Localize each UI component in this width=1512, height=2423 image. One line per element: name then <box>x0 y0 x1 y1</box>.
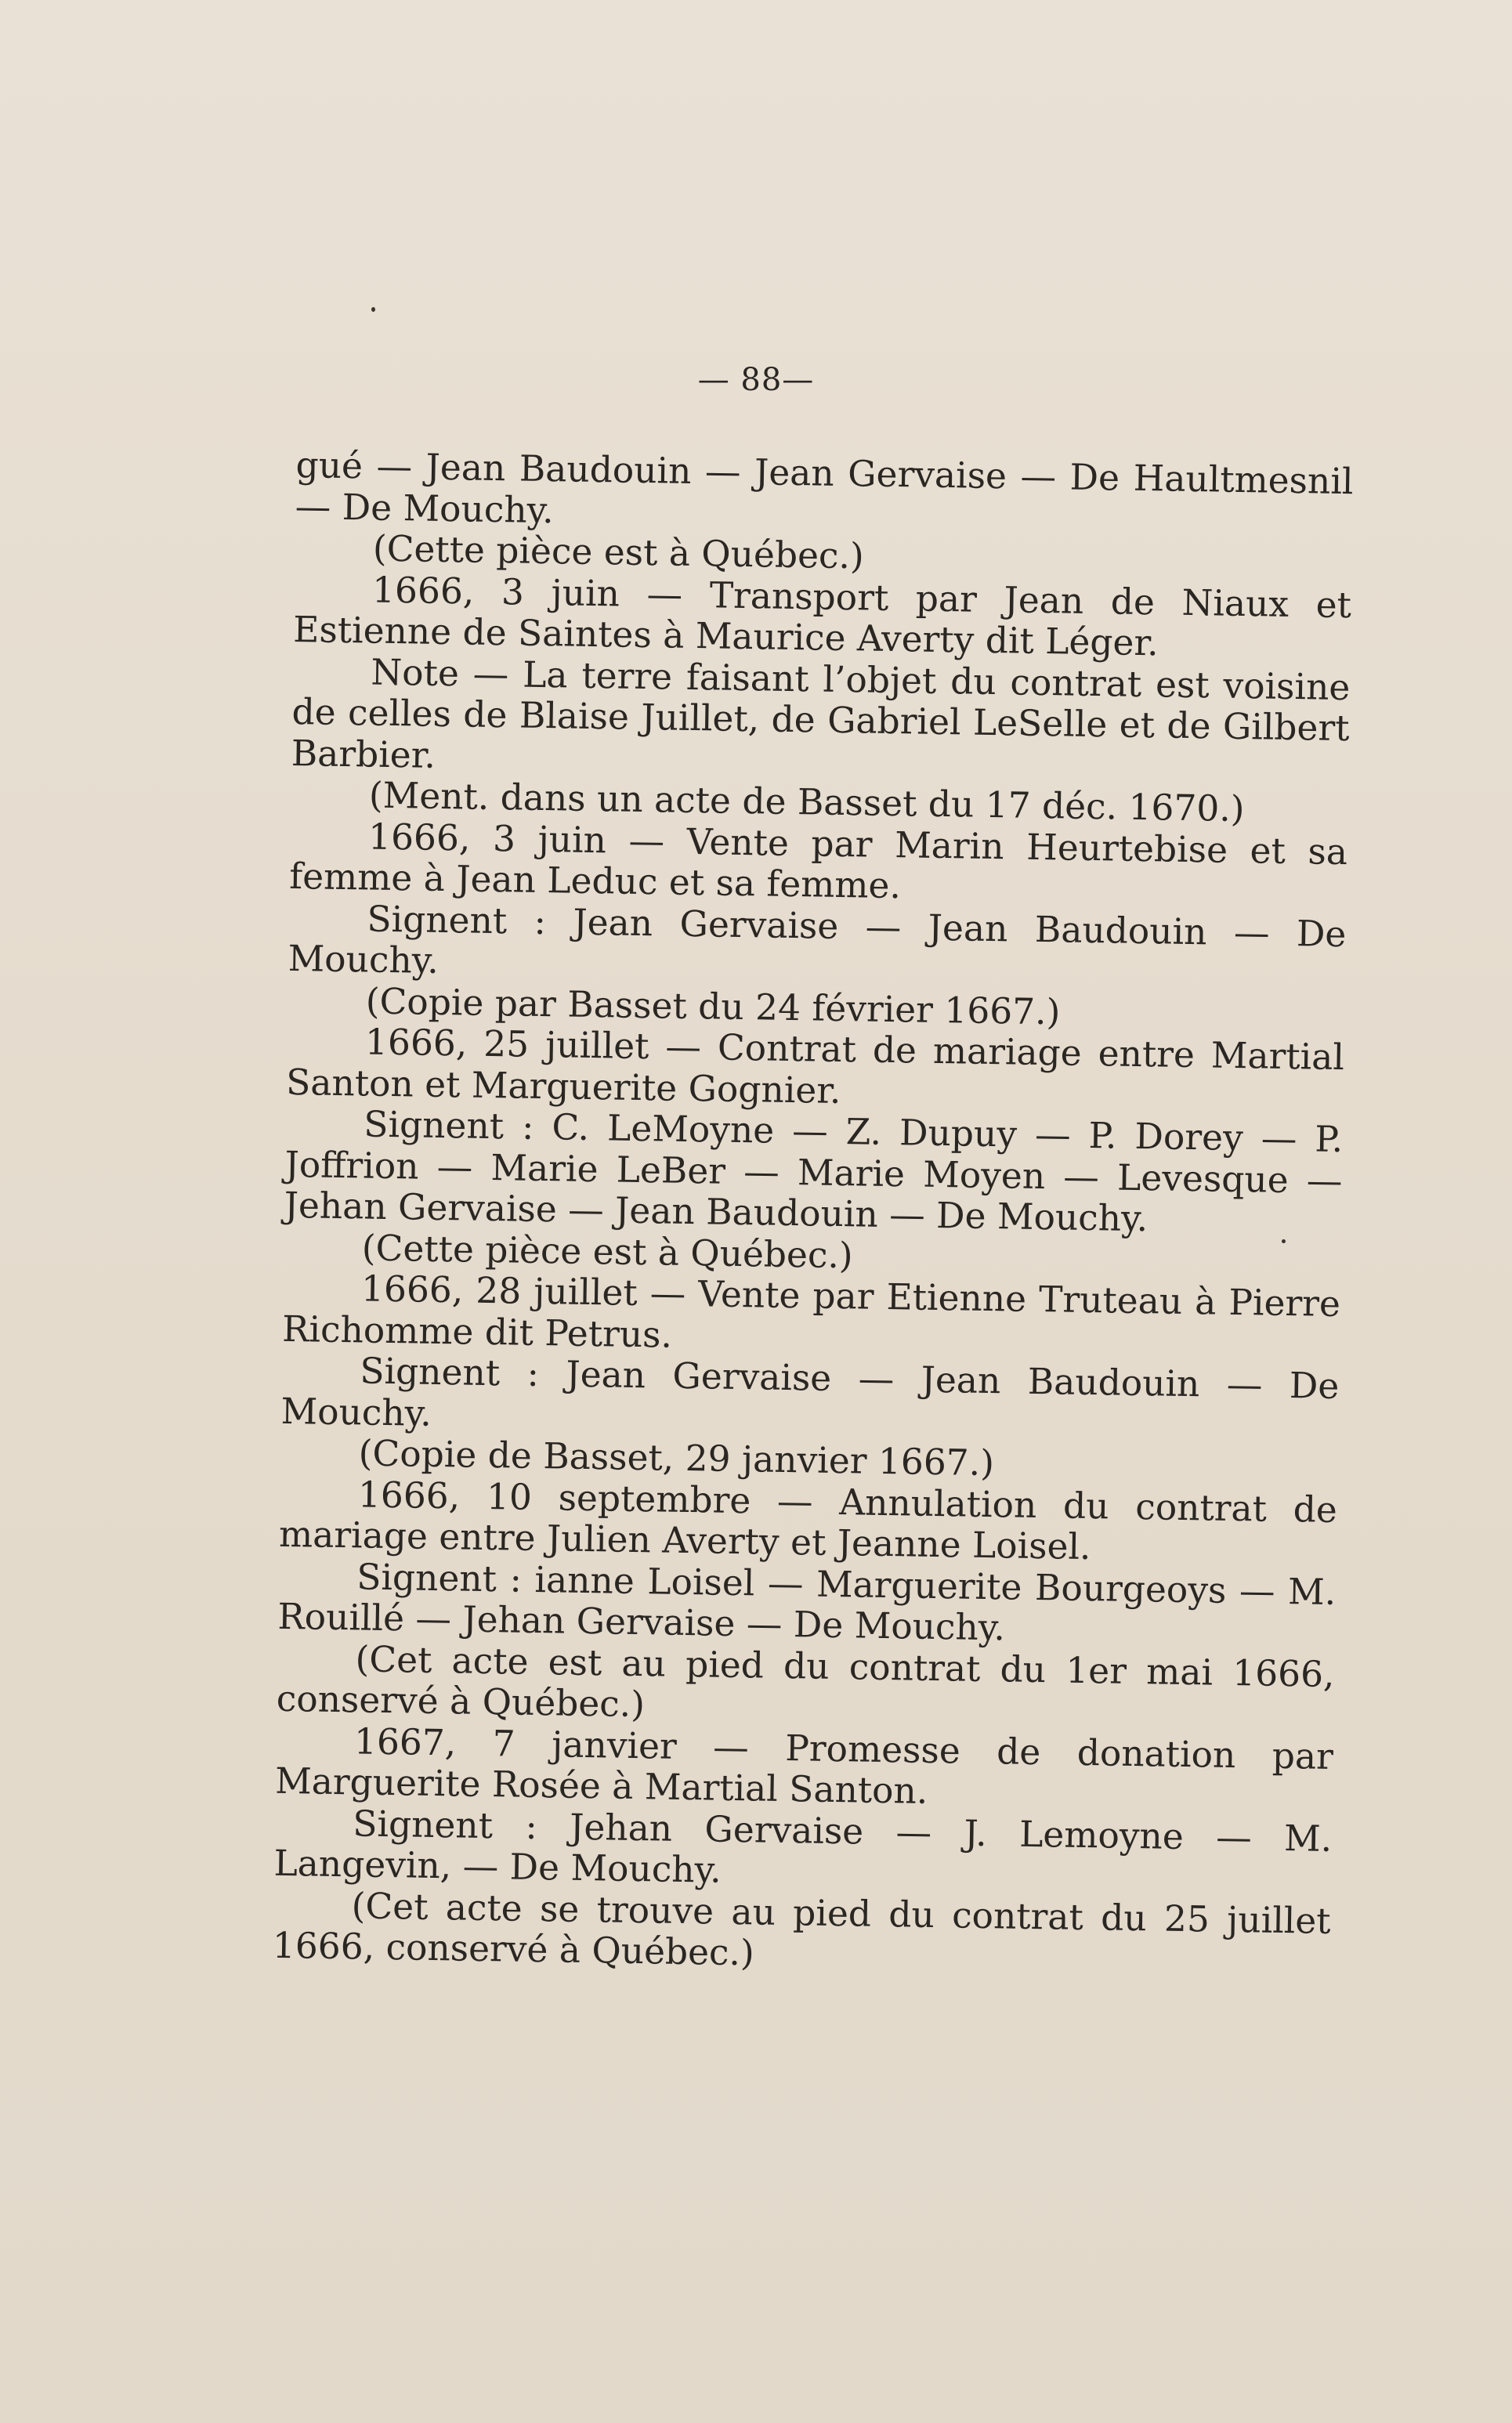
paragraph: Signent : Jehan Gervaise — J. Lemoyne — M. Langevin, — De Mouchy. <box>273 1802 1333 1891</box>
paragraph: (Ment. dans un acte de Basset du 17 déc. 1670.) <box>368 774 1245 830</box>
paragraph: Signent : Jean Gervaise — Jean Baudouin — De Mouchy. <box>280 1350 1340 1434</box>
paragraph: Note — La terre faisant l’objet du contrat est voisine de celles de Blaise Juillet, de Gabriel LeSelle et de Gilbert Barbier. <box>291 651 1351 776</box>
paragraph: 1666, 25 juillet — Contrat de mariage entre Martial Santon et Marguerite Gognier. <box>285 1021 1345 1112</box>
paragraph: 1667, 7 janvier — Promesse de donation par Marguerite Rosée à Martial Santon. <box>274 1720 1334 1812</box>
paragraph: (Cette pièce est à Québec.) <box>372 527 865 577</box>
paragraph: (Cette pièce est à Québec.) <box>361 1226 854 1276</box>
paragraph: Signent : Jean Gervaise — Jean Baudouin — De Mouchy. <box>288 897 1347 982</box>
paragraph: 1666, 3 juin — Transport par Jean de Niaux et Estienne de Saintes à Maurice Averty dit Léger. <box>292 569 1352 664</box>
paper-speck <box>371 307 375 312</box>
paragraph: (Cet acte est au pied du contrat du 1er mai 1666, conservé à Québec.) <box>276 1637 1335 1726</box>
paragraph: Signent : ianne Loisel — Marguerite Bourgeoys — M. Rouillé — Jehan Gervaise — De Mouchy. <box>277 1555 1337 1649</box>
paragraph: gué — Jean Baudouin — Jean Gervaise — De Haultmesnil — De Mouchy. <box>295 444 1354 531</box>
paragraph: Signent : C. LeMoyne — Z. Dupuy — P. Dorey — P. Joffrion — Marie LeBer — Marie Moyen — Levesque — Jehan Gervaise — Jean Baudouin — De Mouchy. <box>284 1103 1344 1240</box>
paragraph: (Cet acte se trouve au pied du contrat du 25 juillet 1666, conservé à Québec.) <box>272 1884 1331 1974</box>
paragraph: (Copie par Basset du 24 février 1667.) <box>365 979 1061 1032</box>
paragraph: 1666, 28 juillet — Vente par Etienne Truteau à Pierre Richomme dit Petrus. <box>281 1268 1341 1356</box>
paragraph: (Copie de Basset, 29 janvier 1667.) <box>358 1432 995 1485</box>
paragraph: 1666, 3 juin — Vente par Marin Heurtebise et sa femme à Jean Leduc et sa femme. <box>288 816 1348 907</box>
page-number: — 88— <box>697 362 815 398</box>
document-body <box>272 445 1353 1983</box>
paragraph: 1666, 10 septembre — Annulation du contrat de mariage entre Julien Averty et Jeanne Loisel. <box>278 1473 1338 1568</box>
